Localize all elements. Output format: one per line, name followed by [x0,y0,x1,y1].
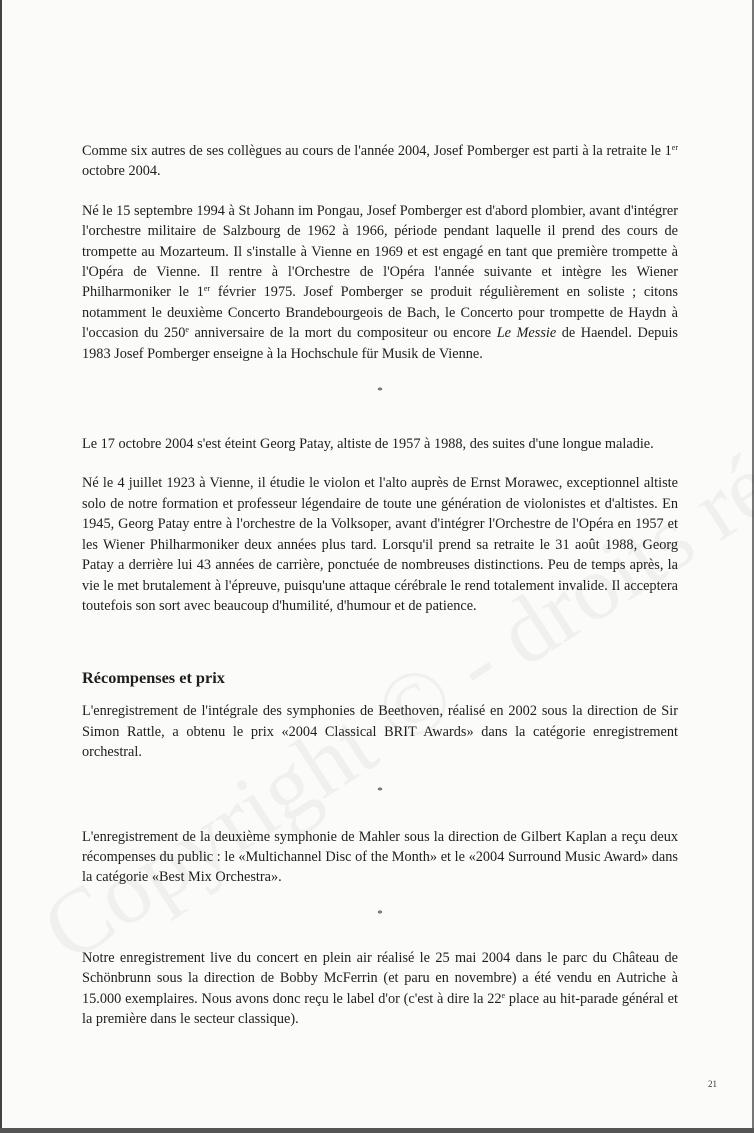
page-content [82,141,678,1029]
scan-edge-left [0,0,2,1133]
scan-edge-bottom [0,1128,754,1133]
paragraph-text: février 1975. Josef Pomberger se produit régulièrement en soliste ; citons notamment le deuxième Concerto Brandebourgeois de Bach, le Concerto pour trompette de Haydn à l'occasion du 250 [82,284,678,342]
section-separator: * [377,907,383,920]
paragraph-text: Notre enregistrement live du concert en plein air réalisé le 25 mai 2004 dans le parc du Château de Schönbrunn sous la direction de Bobby McFerrin (et paru en novembre) a été vendu en Autriche à 15.000 exemplaires. Nous avons donc reçu le label d'or (c'est à dire la 22 [82,949,678,1007]
paragraph-patay-bio: Né le 4 juillet 1923 à Vienne, il étudie le violon et l'alto auprès de Ernst Morawec, exceptionnel altiste solo de notre formation et professeur légendaire de toute une génération de violonistes et d'altistes. En 1945, Georg Patay entre à l'orchestre de la Volksoper, avant d'intégrer l'Orchestre de l'Opéra en 1957 et les Wiener Philharmoniker deux années plus tard. Lorsqu'il prend sa retraite le 31 août 1988, Georg Patay a derrière lui 43 années de carrière, ponctuée de nombreuses distinctions. Peu de temps après, la vie le met brutalement à l'épreuve, puisqu'une attaque cérébrale le rend totalement invalide. Il acceptera toutefois son sort avec beaucoup d'humilité, d'humour et de patience. [82,475,678,614]
paragraph-text: Né le 15 septembre 1994 à St Johann im Pongau, Josef Pomberger est d'abord plombier, avant d'intégrer l'orchestre militaire de Salzbourg de 1962 à 1966, période pendant laquelle il prend des cours de trompette au Mozarteum. Il s'installe à Vienne en 1969 et est engagé en tant que première trompette à l'Opéra de Vienne. Il rentre à l'Orchestre de l'Opéra l'année suivante et intègre les Wiener Philharmoniker le 1 [82,202,678,301]
paragraph-schonbrunn-gold [82,948,678,1030]
work-title: Le Messie [496,325,557,342]
section-heading: Récompenses et prix [82,668,225,688]
paragraph-patay-death: Le 17 octobre 2004 s'est éteint Georg Patay, altiste de 1957 à 1988, des suites d'une longue maladie. [82,436,654,453]
paragraph-text: octobre 2004. [82,163,161,180]
superscript: er [671,143,678,152]
superscript: e [185,325,189,335]
paragraph-beethoven-award: L'enregistrement de l'intégrale des symphonies de Beethoven, réalisé en 2002 sous la direction de Sir Simon Rattle, a obtenu le prix «2004 Classical BRIT Awards» dans la catégorie enregistrement orchestral. [82,703,678,761]
paragraph-text: place au hit-parade général et la première dans le secteur classique). [82,990,679,1027]
paragraph-mahler-award: L'enregistrement de la deuxième symphonie de Mahler sous la direction de Gilbert Kaplan a reçu deux récompenses du public : le «Multichannel Disc of the Month» et le «2004 Surround Music Award» dans la catégorie «Best Mix Orchestra». [82,828,678,886]
paragraph-text: Comme six autres de ses collègues au cours de l'année 2004, Josef Pomberger est parti à la retraite le 1 [82,143,672,159]
page-number: 21 [708,1079,717,1089]
paragraph-text: anniversaire de la mort du compositeur ou encore [188,325,497,342]
superscript: er [203,284,211,294]
paragraph-pomberger-bio [82,201,678,364]
superscript: e [501,990,506,1000]
paragraph-pomberger-retirement [82,141,678,182]
section-separator: * [377,385,383,398]
section-separator: * [377,784,383,797]
paragraph-text: de Haendel. Depuis 1983 Josef Pomberger enseigne à la Hochschule für Musik de Vienne. [82,325,678,362]
